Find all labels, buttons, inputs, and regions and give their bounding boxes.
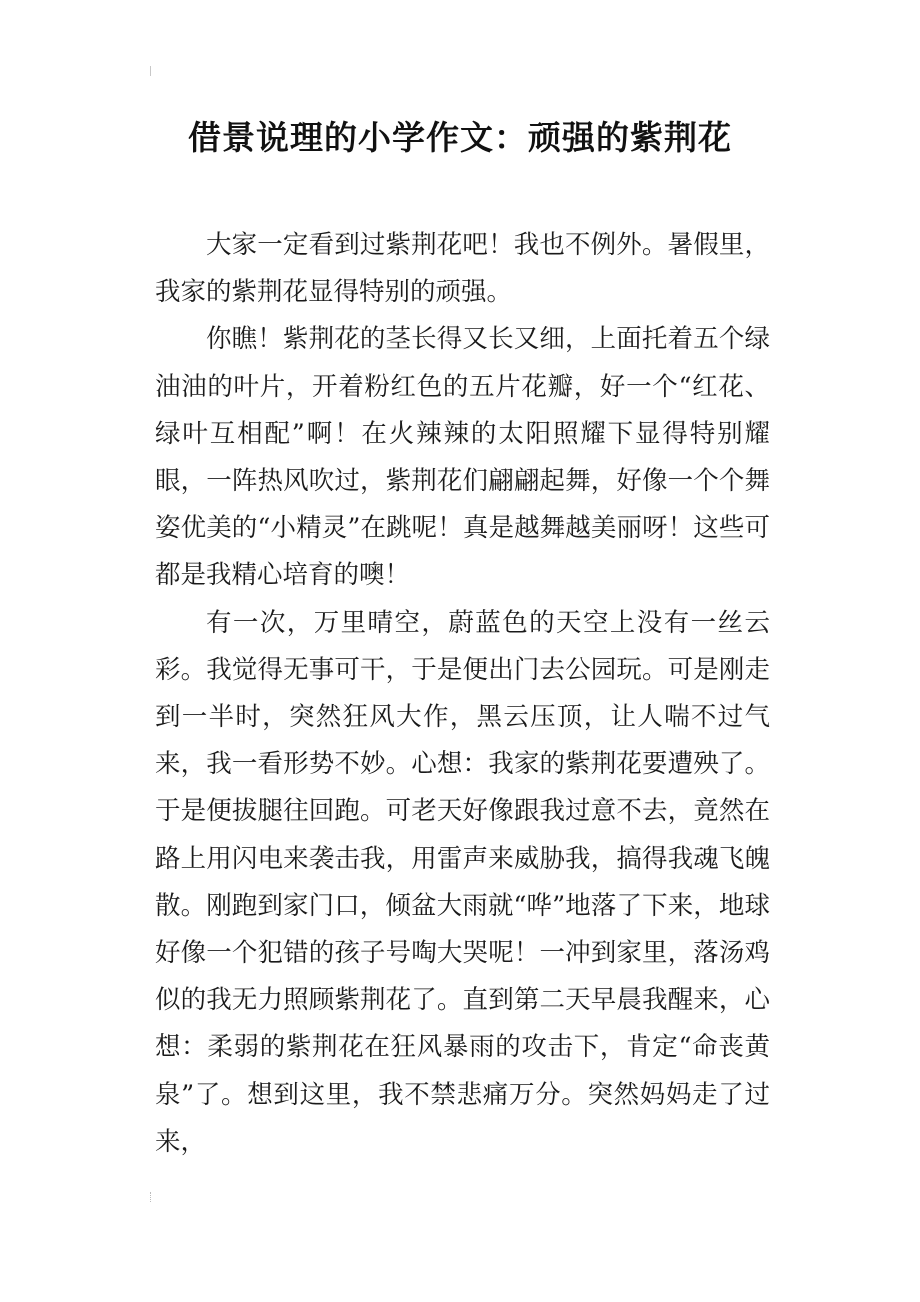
paragraph: 有一次，万里晴空，蔚蓝色的天空上没有一丝云彩。我觉得无事可干，于是便出门去公园玩。可是刚走到一半时，突然狂风大作，黑云压顶，让人喘不过气来，我一看形势不妙。心想：我家的紫荆花要遭殃了。于是便拔腿往回跑。可老天好像跟我过意不去，竟然在路上用闪电来袭击我，用雷声来威胁我，搞得我魂飞魄散。刚跑到家门口，倾盆大雨就“哗”地落了下来，地球好像一个犯错的孩子号啕大哭呢！一冲到家里，落汤鸡似的我无力照顾紫荆花了。直到第二天早晨我醒来，心想：柔弱的紫荆花在狂风暴雨的攻击下，肯定“命丧黄泉”了。想到这里，我不禁悲痛万分。突然妈妈走了过来，: [155, 607, 770, 1157]
essay-title: 借景说理的小学作文：顽强的紫荆花: [188, 118, 732, 157]
paragraph: 你瞧！紫荆花的茎长得又长又细，上面托着五个绿油油的叶片，开着粉红色的五片花瓣，好一个“红花、绿叶互相配”啊！在火辣辣的太阳照耀下显得特别耀眼，一阵热风吹过，紫荆花们翩翩起舞，好像一个个舞姿优美的“小精灵”在跳呢！真是越舞越美丽呀！这些可都是我精心培育的噢！: [155, 324, 770, 591]
essay-body: [155, 222, 770, 1166]
page-corner-mark: [150, 1192, 157, 1202]
page-corner-mark: [150, 66, 157, 76]
paragraph: 大家一定看到过紫荆花吧！我也不例外。暑假里，我家的紫荆花显得特别的顽强。: [155, 230, 770, 308]
